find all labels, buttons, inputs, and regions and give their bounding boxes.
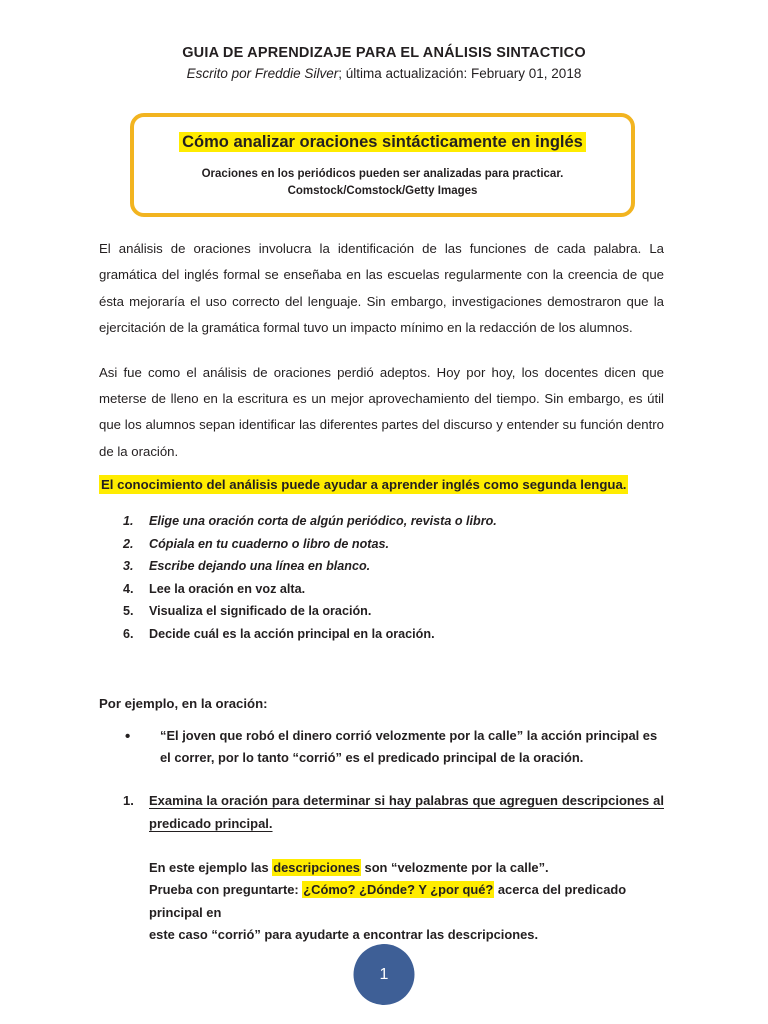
list-item: Lee la oración en voz alta. (149, 581, 306, 596)
steps-list-secondary (99, 790, 664, 835)
byline-updated: ; última actualización: February 01, 2018 (338, 66, 582, 82)
callout-credit-line-2: Comstock/Comstock/Getty Images (287, 184, 478, 197)
callout-title (134, 132, 631, 153)
body-column (99, 236, 664, 947)
page-title: GUIA DE APRENDIZAJE PARA EL ANÁLISIS SINTACTICO (182, 45, 586, 61)
example-intro: Por ejemplo, en la oración: (99, 695, 268, 711)
callout-credit (134, 166, 631, 199)
paragraph-1: El análisis de oraciones involucra la identificación de las funciones de cada palabra. La gramática del inglés formal se enseñaba en las escuelas regularmente con la creencia de que ésta mejoraría el uso correcto del lenguaje. Sin embargo, investigaciones demostraron que la ejercitación de la gramática formal tuvo un impacto mínimo en la redacción de los alumnos. (99, 241, 664, 336)
explanation-line-2-before: Prueba con preguntarte: (149, 882, 303, 898)
explanation-line-1-before: En este ejemplo las (149, 859, 273, 875)
callout-box (130, 113, 635, 217)
callout-credit-line-1: Oraciones en los periódicos pueden ser analizadas para practicar. (201, 168, 564, 181)
explanation-line-2-after: acerca del predicado principal en (149, 882, 627, 920)
byline (0, 66, 768, 83)
explanation-line-2-highlight: ¿Cómo? ¿Dónde? Y ¿por qué? (303, 882, 494, 898)
explanation-line-1-after: son “velozmente por la calle”. (360, 859, 549, 875)
callout-title-text: Cómo analizar oraciones sintácticamente en inglés (179, 132, 586, 152)
explanation-line-2 (149, 879, 664, 924)
underlined-text: Examina la oración para determinar si hay palabras que agreguen descripciones al predicado principal. (149, 793, 664, 831)
list-item: Visualiza el significado de la oración. (149, 604, 372, 619)
explanation-line-1-highlight: descripciones (273, 859, 360, 875)
list-item: • “El joven que robó el dinero corrió velozmente por la calle” la acción principal es el correr, por lo tanto “corrió” es el predicado principal de la oración. (160, 725, 664, 769)
explanation-block (149, 857, 664, 947)
highlighted-statement-text: El conocimiento del análisis puede ayudar a aprender inglés como segunda lengua. (101, 477, 627, 493)
byline-author: Escrito por Freddie Silver (186, 66, 339, 82)
list-item (149, 790, 664, 835)
highlighted-statement (99, 472, 664, 497)
document-header (0, 44, 768, 83)
example-bullet-list (99, 725, 664, 769)
list-item: Escribe dejando una línea en blanco. (149, 559, 371, 574)
list-item: Elige una oración corta de algún periódico, revista o libro. (149, 514, 497, 529)
steps-list (99, 510, 664, 645)
list-item: Decide cuál es la acción principal en la oración. (149, 626, 435, 641)
page-number: 1 (379, 965, 389, 983)
explanation-line-1 (149, 857, 664, 879)
page-number-badge (354, 944, 415, 1005)
explanation-line-3: este caso “corrió” para ayudarte a encontrar las descripciones. (149, 927, 539, 943)
paragraph-2: Asi fue como el análisis de oraciones perdió adeptos. Hoy por hoy, los docentes dicen que meterse de lleno en la escritura es un mejor aprovechamiento del tiempo. Sin embargo, es útil que los alumnos sepan identificar las diferentes partes del discurso y entender su función dentro de la oración. (99, 364, 664, 459)
list-item: Cópiala en tu cuaderno o libro de notas. (149, 536, 390, 551)
